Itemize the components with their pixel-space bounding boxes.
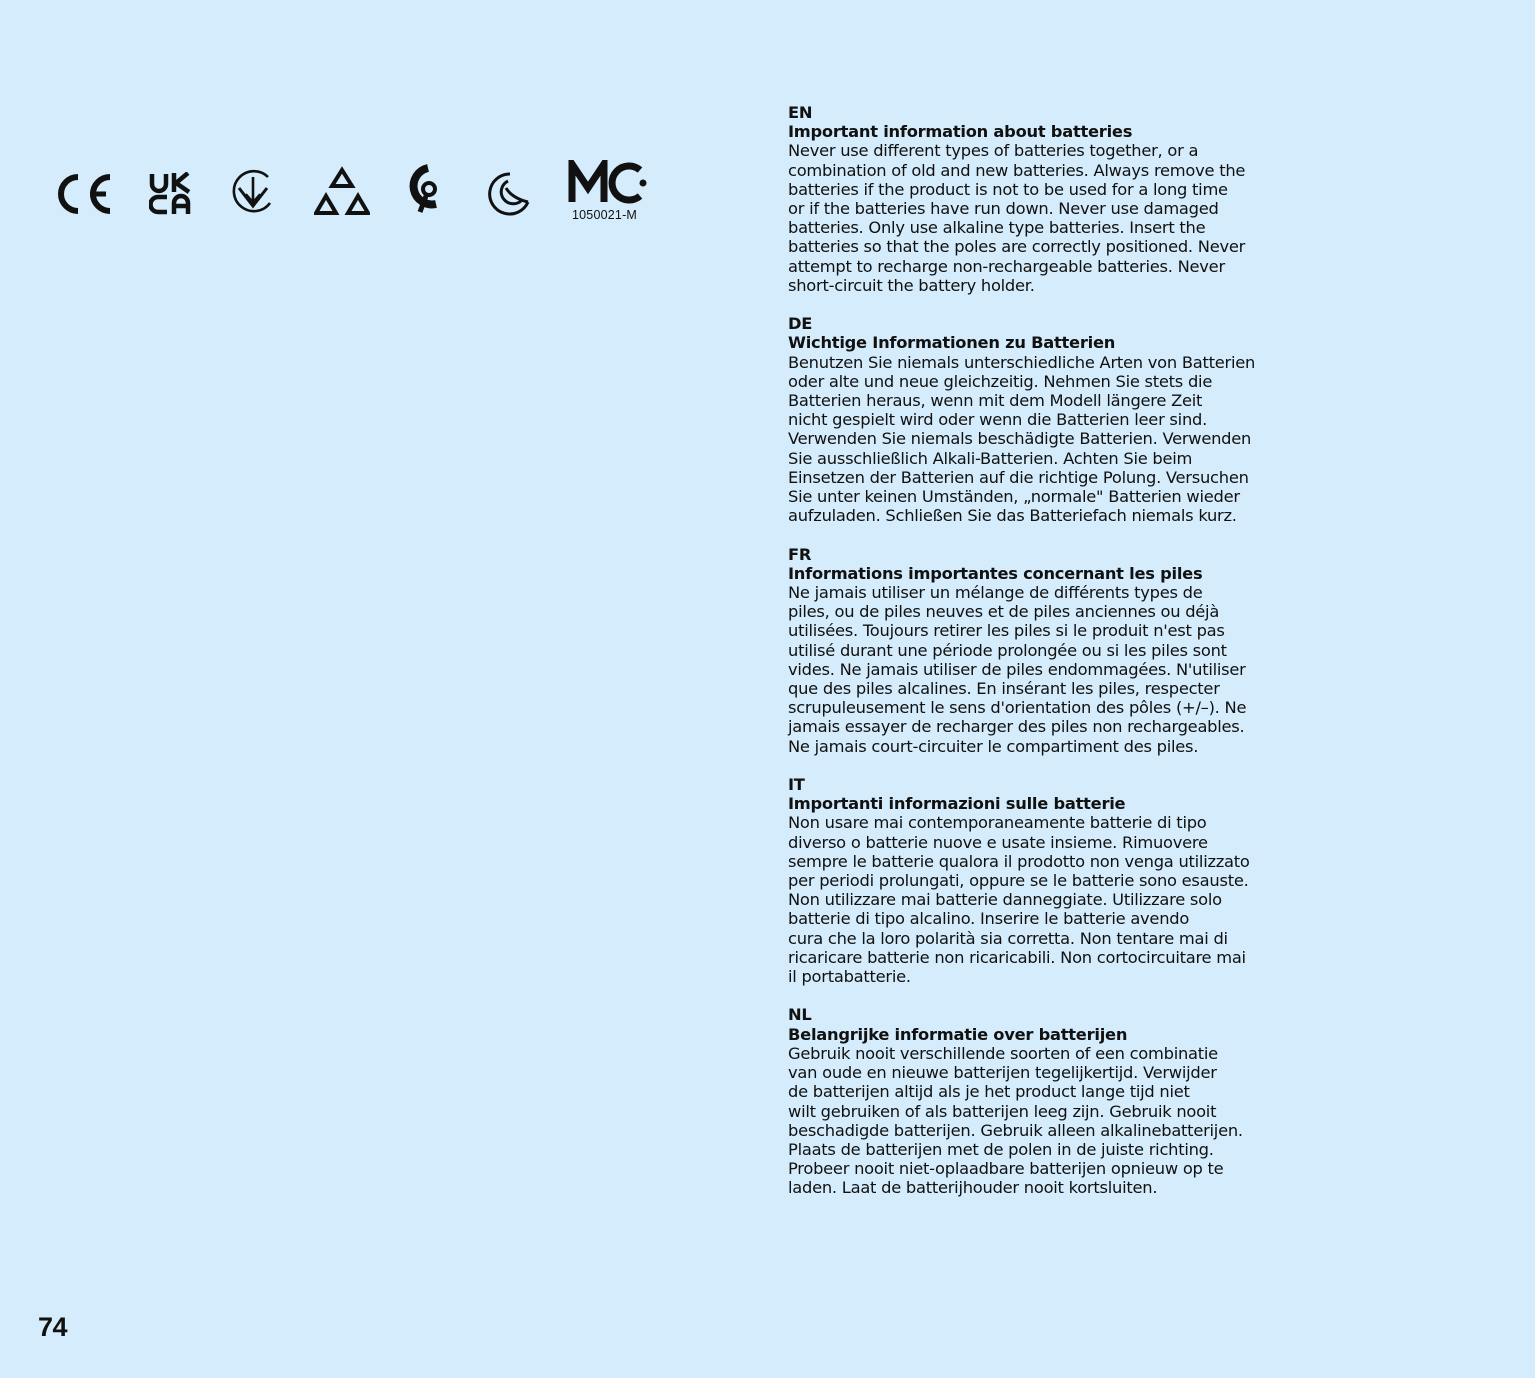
certification-marks: [50, 150, 670, 240]
kazakhstan-mark-icon: [406, 164, 450, 216]
moldova-mark-icon: [486, 170, 532, 216]
page-number: 74: [38, 1312, 68, 1342]
section-heading: Important information about batteries: [788, 122, 1133, 142]
section-body: Non usare mai contemporaneamente batterie di tipo diverso o batterie nuove e usate insieme. Rimuovere sempre le batterie qualora il prodotto non venga utilizzato per periodi prolungati, oppure se le batterie sono esauste. Non utilizzare mai batterie danneggiate. Utilizzare solo batterie di tipo alcalino. Inserire le batterie avendo cura che la loro polarità sia corretta. Non tentare mai di ricaricare batterie non ricaricabili. Non cortocircuitare mai il portabatterie.: [788, 813, 1250, 987]
section-heading: Wichtige Informationen zu Batterien: [788, 333, 1116, 353]
language-code: FR: [788, 544, 812, 564]
section-body: Benutzen Sie niemals unterschiedliche Arten von Batterien oder alte und neue gleichzeitig. Nehmen Sie stets die Batterien heraus, wenn mit dem Modell längere Zeit nicht gespielt wird oder wenn die Batterien leer sind. Verwenden Sie niemals beschädigte Batterien. Verwenden Sie ausschließlich Alkali-Batterien. Achten Sie beim Einsetzen der Batterien auf die richtige Polung. Versuchen Sie unter keinen Umständen, „normale" Batterien wieder aufzuladen. Schließen Sie das Batteriefach niemals kurz.: [788, 352, 1256, 526]
section-heading: Informations importantes concernant les piles: [788, 563, 1203, 583]
section-nl: [788, 1005, 1268, 1197]
section-fr: [788, 545, 1268, 756]
section-en: [788, 103, 1268, 295]
mc-mark-code: 1050021-M: [572, 208, 638, 222]
ukrainian-conformity-mark-icon: [230, 168, 276, 216]
language-code: NL: [788, 1005, 812, 1025]
section-body: Gebruik nooit verschillende soorten of een combinatie van oude en nieuwe batterijen tegelijkertijd. Verwijder de batterijen altijd als je het product lange tijd niet wilt gebruiken of als batterijen leeg zijn. Gebruik nooit beschadigde batterijen. Gebruik alleen alkalinebatterijen. Plaats de batterijen met de polen in de juiste richting. Probeer nooit niet-oplaadbare batterijen opnieuw op te laden. Laat de batterijhouder nooit kortsluiten.: [788, 1043, 1243, 1198]
section-de: [788, 314, 1268, 525]
eac-mark-icon: [314, 166, 370, 218]
section-it: [788, 775, 1268, 986]
ukca-mark-icon: [149, 172, 193, 216]
section-body: Ne jamais utiliser un mélange de différents types de piles, ou de piles neuves et de piles anciennes ou déjà utilisées. Toujours retirer les piles si le produit n'est pas utilisé durant une période prolongée ou si les piles sont vides. Ne jamais utiliser de piles endommagées. N'utiliser que des piles alcalines. En insérant les piles, respecter scrupuleusement le sens d'orientation des pôles (+/–). Ne jamais essayer de recharger des piles non rechargeables. Ne jamais court-circuiter le compartiment des piles.: [788, 583, 1247, 756]
language-code: EN: [788, 103, 813, 122]
battery-information: [788, 103, 1268, 1217]
language-code: DE: [788, 314, 813, 334]
section-heading: Belangrijke informatie over batterijen: [788, 1024, 1128, 1044]
ce-mark-icon: [54, 172, 114, 216]
section-body: Never use different types of batteries together, or a combination of old and new batteries. Always remove the batteries if the product is not to be used for a long time or if the batteries have run down. Never use damaged batteries. Only use alkaline type batteries. Insert the batteries so that the poles are correctly positioned. Never attempt to recharge non-rechargeable batteries. Never short-circuit the battery holder.: [788, 141, 1246, 295]
mc-mark-icon: [568, 160, 648, 206]
section-heading: Importanti informazioni sulle batterie: [788, 794, 1126, 814]
language-code: IT: [788, 775, 805, 795]
